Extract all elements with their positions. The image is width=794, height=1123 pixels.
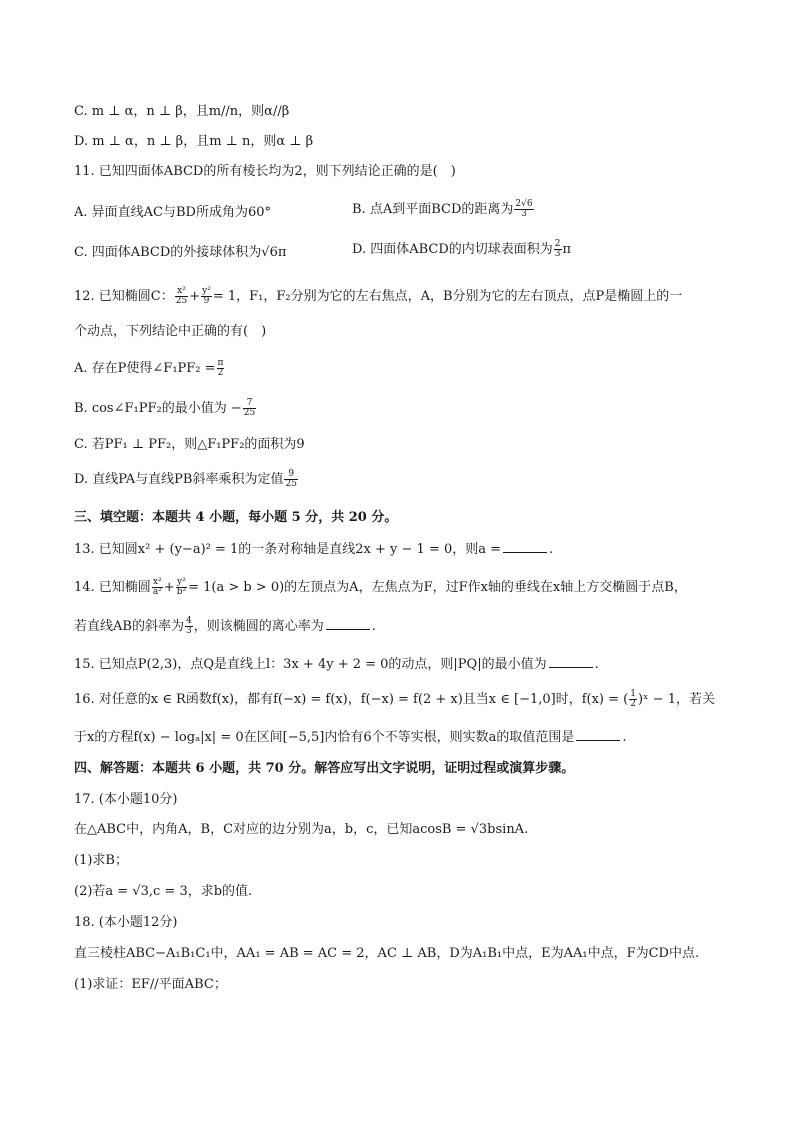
fraction-numerator: 7: [243, 399, 256, 409]
fraction-denominator: 9: [203, 296, 210, 306]
q10-option-d: D. m ⊥ α，n ⊥ β，且m ⊥ n，则α ⊥ β: [74, 134, 314, 149]
period: .: [549, 542, 554, 557]
q11-stem: 11. 已知四面体ABCD的所有棱长均为2，则下列结论正确的是( ): [74, 164, 456, 179]
q17-part-2: (2)若a = √3,c = 3，求b的值.: [74, 884, 253, 899]
q18-heading: 18. (本小题12分): [74, 915, 178, 930]
q17-stem: 在△ABC中，内角A，B，C对应的边分别为a，b，c，已知acosB = √3bsinA.: [74, 822, 529, 837]
fraction-denominator: 2: [630, 699, 636, 709]
q12-option-d-text: D. 直线PA与直线PB斜率乘积为定值: [74, 472, 284, 487]
answer-blank: [326, 617, 370, 630]
fraction-numerator: y²: [202, 286, 211, 296]
fraction-denominator: 3: [521, 209, 527, 219]
q11-option-c: C. 四面体ABCD的外接球体积为√6π: [74, 245, 287, 260]
q16-line1: [74, 690, 715, 709]
plus-sign: +: [189, 289, 201, 304]
q17-part-1: (1)求B；: [74, 853, 128, 868]
q16-text-rest: )ˣ − 1，若关: [637, 692, 715, 707]
fraction: [175, 287, 188, 306]
plus-sign: +: [163, 580, 175, 595]
fraction: [554, 240, 562, 259]
fraction-numerator: 2√6: [515, 199, 533, 209]
fraction: [152, 578, 163, 597]
fraction-denominator: a²: [152, 587, 162, 597]
q12-stem-rest: = 1，F₁，F₂分别为它的左右焦点，A，B分别为它的左右顶点，点P是椭圆上的一: [212, 289, 683, 304]
q11-option-d: [352, 240, 571, 259]
q13-text: 13. 已知圆x² + (y−a)² = 1的一条对称轴是直线2x + y − 1 = 0，则a =: [74, 542, 502, 557]
fraction-numerator: 1: [630, 689, 636, 699]
q11-option-a: A. 异面直线AC与BD所成角为60°: [74, 205, 272, 220]
q15-text: 15. 已知点P(2,3)，点Q是直线上l：3x + 4y + 2 = 0的动点，则|PQ|的最小值为: [74, 657, 547, 672]
q18-stem: 直三棱柱ABC−A₁B₁C₁中，AA₁ = AB = AC = 2，AC ⊥ AB，D为A₁B₁中点，E为AA₁中点，F为CD中点.: [74, 946, 700, 961]
fraction-numerator: π: [217, 358, 224, 368]
fraction-numerator: 2: [554, 239, 561, 249]
q10-option-c: C. m ⊥ α，n ⊥ β，且m//n，则α//β: [74, 104, 290, 119]
q12-stem-text: 12. 已知椭圆C：: [74, 289, 174, 304]
fraction-numerator: y²: [177, 577, 186, 587]
q14-text: 14. 已知椭圆: [74, 580, 151, 595]
period: .: [622, 730, 627, 745]
q11-option-b-text: B. 点A到平面BCD的距离为: [352, 202, 514, 217]
q12-option-a-text: A. 存在P使得∠F₁PF₂ =: [74, 361, 216, 376]
fraction-denominator: 25: [175, 296, 188, 306]
q18-part-1: (1)求证：EF//平面ABC；: [74, 977, 227, 992]
fraction-numerator: x²: [175, 287, 188, 297]
q12-stem: [74, 287, 682, 306]
q12-option-b-text: B. cos∠F₁PF₂的最小值为 −: [74, 401, 242, 416]
fraction: [629, 690, 637, 709]
q14-line1: [74, 578, 687, 597]
fraction: [217, 359, 225, 378]
period: .: [371, 619, 376, 634]
q16-line2-text: 于x的方程f(x) − logₐ|x| = 0在区间[−5,5]内恰有6个不等实根，则实数a的取值范围是: [74, 730, 575, 745]
q14-line2: [74, 617, 376, 636]
q16-text: 16. 对任意的x ∈ R函数f(x)，都有f(−x) = f(x)，f(−x) = f(2 + x)且当x ∈ [−1,0]时，f(x) = (: [74, 692, 629, 707]
answer-blank: [503, 540, 547, 553]
q15-line: [74, 655, 599, 674]
fraction-numerator: 9: [284, 470, 297, 480]
fraction-numerator: x²: [152, 577, 162, 587]
section-4-heading: 四、解答题：本题共 6 小题，共 70 分。解答应写出文字说明，证明过程或演算步骤。: [74, 761, 575, 776]
fraction: [514, 200, 533, 219]
q11-option-d-text: D. 四面体ABCD的内切球表面积为: [352, 242, 553, 257]
fraction: [284, 470, 297, 489]
pi-symbol: π: [562, 242, 572, 257]
fraction-denominator: 25: [243, 408, 256, 418]
q12-option-a: [74, 359, 225, 378]
fraction-denominator: 2: [217, 368, 224, 378]
fraction-denominator: 3: [185, 626, 192, 636]
answer-blank: [576, 728, 620, 741]
q14-line2-rest: ，则该椭圆的离心率为: [193, 619, 324, 634]
period: .: [594, 657, 599, 672]
fraction-denominator: b²: [176, 587, 187, 597]
q14-text-rest: = 1(a > b > 0)的左顶点为A，左焦点为F，过F作x轴的垂线在x轴上方交椭圆于点B，: [188, 580, 687, 595]
fraction: [185, 617, 193, 636]
q13-line: [74, 540, 553, 559]
q17-heading: 17. (本小题10分): [74, 792, 178, 807]
q16-line2: [74, 728, 627, 747]
fraction-denominator: 3: [554, 249, 561, 259]
q12-option-b: [74, 399, 257, 418]
q12-option-c: C. 若PF₁ ⊥ PF₂，则△F₁PF₂的面积为9: [74, 437, 305, 452]
q14-line2-text: 若直线AB的斜率为: [74, 619, 184, 634]
fraction: [176, 578, 187, 597]
q12-option-d: [74, 470, 299, 489]
section-3-heading: 三、填空题：本题共 4 小题，每小题 5 分，共 20 分。: [74, 510, 398, 525]
fraction: [243, 399, 256, 418]
answer-blank: [549, 655, 593, 668]
q11-option-b: [352, 200, 535, 219]
q12-stem-line2: 个动点，下列结论中正确的有( ): [74, 324, 267, 339]
fraction-numerator: 4: [185, 616, 192, 626]
fraction: [201, 287, 212, 306]
fraction-denominator: 25: [285, 479, 297, 489]
